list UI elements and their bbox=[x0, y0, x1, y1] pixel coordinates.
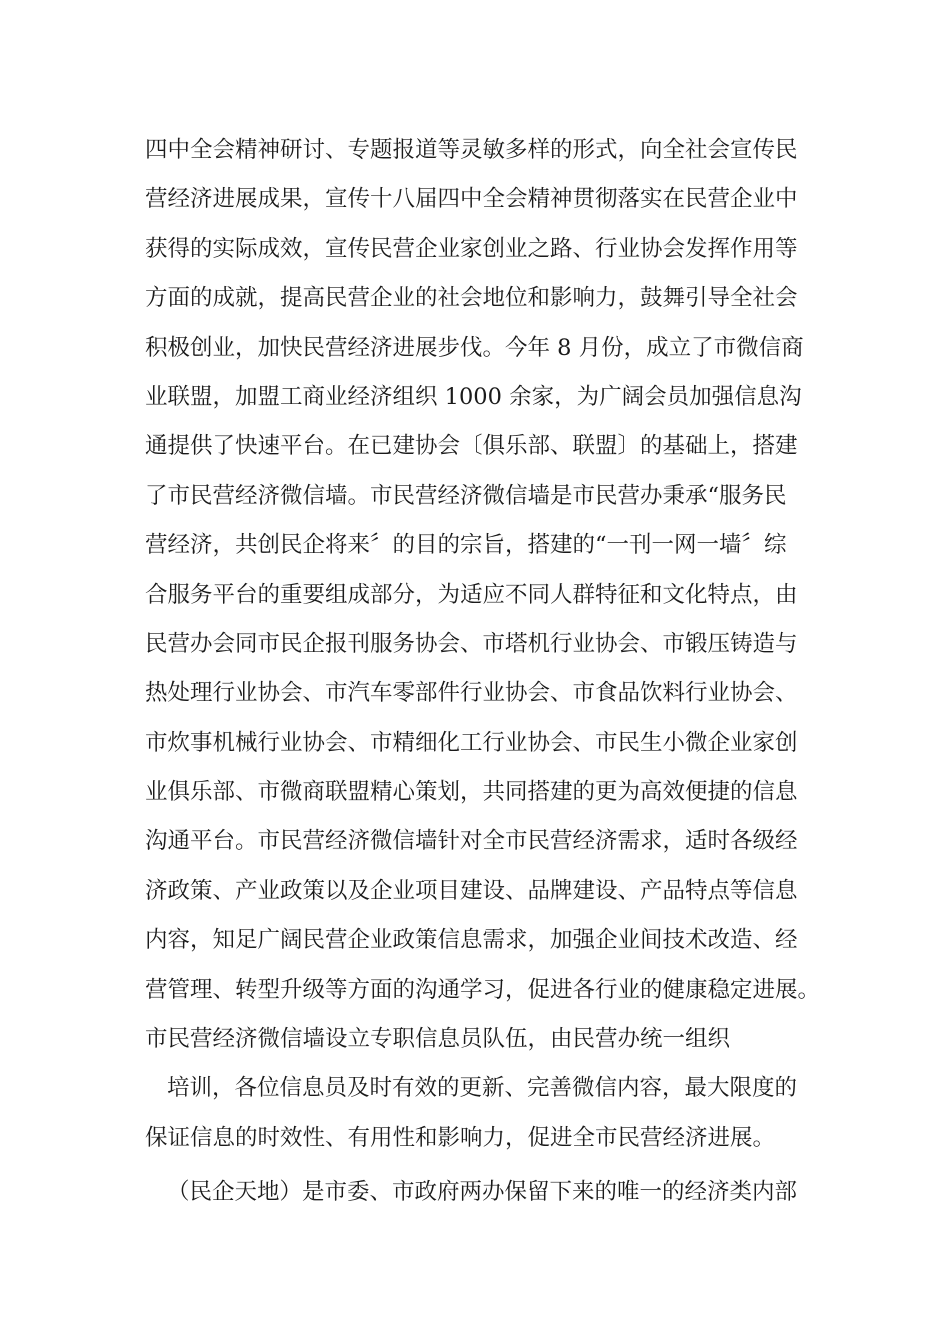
text-line: 业联盟，加盟工商业经济组织 1000 余家，为广阔会员加强信息沟 bbox=[145, 383, 802, 410]
text-line: 营经济进展成果，宣传十八届四中全会精神贯彻落实在民营企业中 bbox=[145, 186, 798, 213]
text-line: 济政策、产业政策以及企业项目建设、品牌建设、产品特点等信息 bbox=[145, 877, 798, 904]
text-line: 业俱乐部、市微商联盟精心策划，共同搭建的更为高效便捷的信息 bbox=[145, 779, 798, 806]
text-line: 通提供了快速平台。在已建协会〔俱乐部、联盟〕的基础上，搭建 bbox=[145, 433, 798, 460]
text-line: 培训，各位信息员及时有效的更新、完善微信内容，最大限度的 bbox=[167, 1075, 798, 1102]
text-line: 方面的成就，提高民营企业的社会地位和影响力，鼓舞引导全社会 bbox=[145, 285, 798, 312]
text-line: 民营办会同市民企报刊服务协会、市塔机行业协会、市锻压铸造与 bbox=[145, 630, 798, 657]
text-line: 营管理、转型升级等方面的沟通学习，促进各行业的健康稳定进展。 bbox=[145, 976, 821, 1003]
text-line: 获得的实际成效，宣传民营企业家创业之路、行业协会发挥作用等 bbox=[145, 235, 798, 262]
text-line: 四中全会精神研讨、专题报道等灵敏多样的形式，向全社会宣传民 bbox=[145, 137, 798, 163]
text-line: 沟通平台。市民营经济微信墙针对全市民营经济需求，适时各级经 bbox=[145, 828, 798, 855]
text-line: 内容，知足广阔民营企业政策信息需求，加强企业间技术改造、经 bbox=[145, 927, 798, 954]
text-line: 了市民营经济微信墙。市民营经济微信墙是市民营办秉承“服务民 bbox=[145, 482, 787, 509]
text-line: 市民营经济微信墙设立专职信息员队伍，由民营办统一组织 bbox=[145, 1026, 731, 1053]
text-line: 热处理行业协会、市汽车零部件行业协会、市食品饮料行业协会、 bbox=[145, 680, 798, 707]
text-line: 积极创业，加快民营经济进展步伐。今年 8 月份，成立了市微信商 bbox=[145, 334, 804, 361]
text-line: （民企天地）是市委、市政府两办保留下来的唯一的经济类内部 bbox=[167, 1179, 798, 1206]
text-line: 保证信息的时效性、有用性和影响力，促进全市民营经济进展。 bbox=[145, 1124, 776, 1151]
text-line: 合服务平台的重要组成部分，为适应不同人群特征和文化特点，由 bbox=[145, 581, 798, 608]
text-line: 营经济，共创民企将来〞的目的宗旨，搭建的“一刊一网一墙〞综 bbox=[145, 532, 787, 559]
body-text bbox=[145, 126, 825, 1218]
text-line: 市炊事机械行业协会、市精细化工行业协会、市民生小微企业家创 bbox=[145, 729, 798, 756]
